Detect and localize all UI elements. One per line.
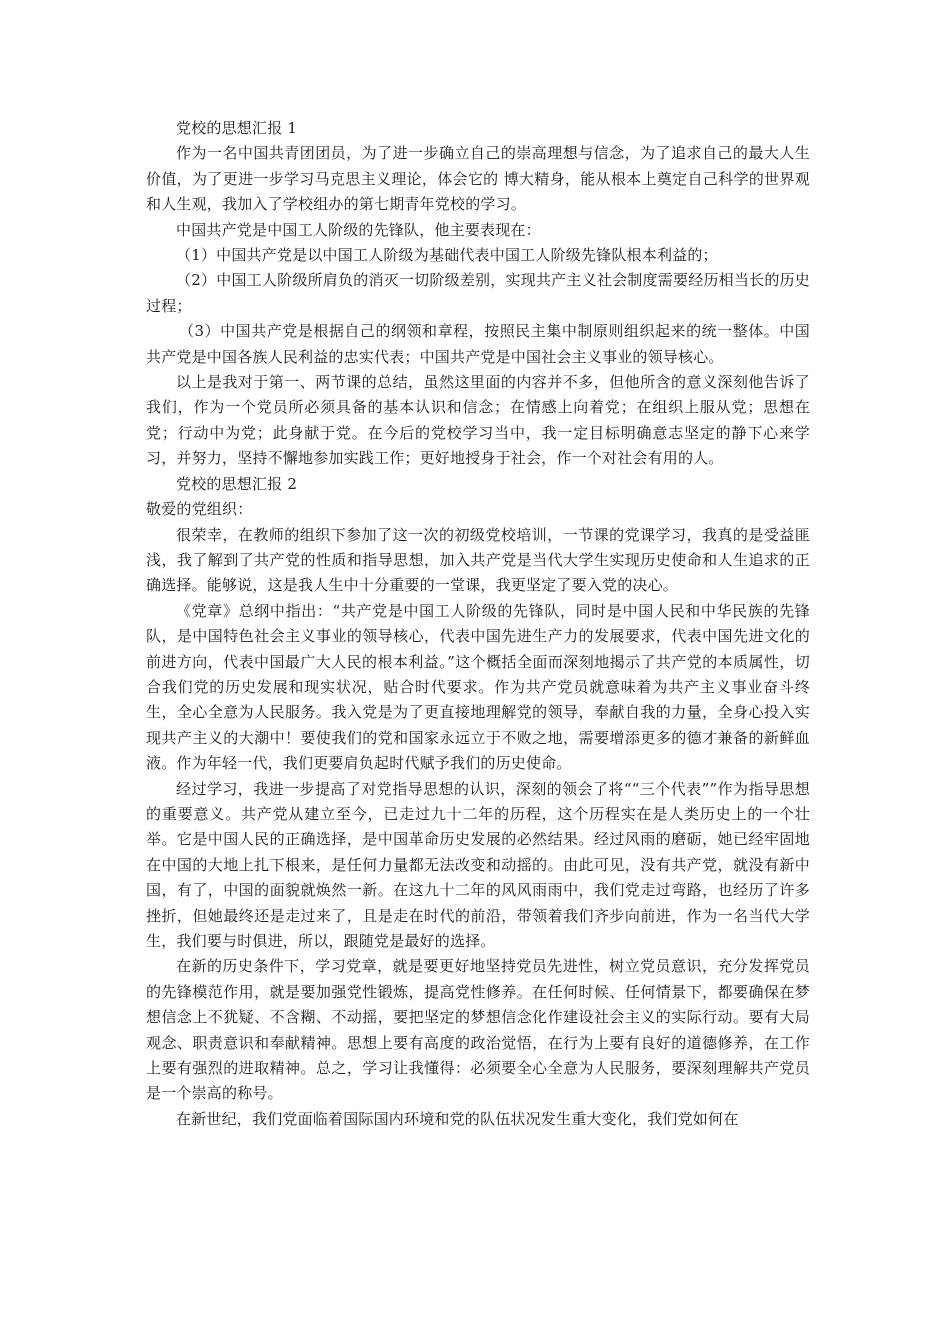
section-title: 党校的思想汇报 2 (176, 474, 298, 493)
section-title: 党校的思想汇报 1 (176, 119, 298, 137)
list-item: （1）中国共产党是以中国工人阶级为基础代表中国工人阶级先锋队根本利益的； (176, 246, 718, 265)
paragraph: 以上是我对于第一、两节课的总结，虽然这里面的内容并不多，但他所含的意义深刻他告诉了我们，作为一个党员所必须具备的基本认识和信念；在情感上向着党；在组织上服从党；思想在党；行动中为党；此身献于党。在今后的党校学习当中，我一定目标明确意志坚定的静下心来学习，并努力，坚持不懈地参加实践工作；更好地授身于社会，作一个对社会有用的人。 (146, 373, 810, 468)
list-item: （2）中国工人阶级所肩负的消灭一切阶级差别，实现共产主义社会制度需要经历相当长的历史过程； (146, 271, 810, 315)
paragraph: 很荣幸，在教师的组织下参加了这一次的初级党校培训，一节课的党课学习，我真的是受益匪浅，我了解到了共产党的性质和指导思想，加入共产党是当代大学生实现历史使命和人生追求的正确选择。能够说，这是我人生中十分重要的一堂课，我更坚定了要入党的决心。 (146, 525, 810, 595)
document-page (146, 116, 810, 1132)
paragraph: 在新世纪，我们党面临着国际国内环境和党的队伍状况发生重大变化，我们党如何在 (176, 1109, 739, 1128)
paragraph: 《党章》总纲中指出：“共产党是中国工人阶级的先锋队，同时是中国人民和中华民族的先锋队，是中国特色社会主义事业的领导核心，代表中国先进生产力的发展要求，代表中国先进文化的前进方向，代表中国最广大人民的根本利益。”这个概括全面而深刻地揭示了共产党的本质属性，切合我们党的历史发展和现实状况，贴合时代要求。作为共产党员就意味着为共产主义事业奋斗终生，全心全意为人民服务。我入党是为了更直接地理解党的领导，奉献自我的力量，全身心投入实现共产主义的大潮中！要使我们的党和国家永远立于不败之地，需要增添更多的德才兼备的新鲜血液。作为年轻一代，我们更要肩负起时代赋予我们的历史使命。 (146, 601, 810, 773)
list-item: （3）中国共产党是根据自己的纲领和章程，按照民主集中制原则组织起来的统一整体。中国共产党是中国各族人民利益的忠实代表；中国共产党是中国社会主义事业的领导核心。 (146, 322, 810, 366)
paragraph: 作为一名中国共青团团员，为了进一步确立自己的崇高理想与信念，为了追求自己的最大人生价值，为了更进一步学习马克思主义理论，体会它的 博大精身，能从根本上奠定自己科学的世界观和人生观，我加入了学校组办的第七期青年党校的学习。 (146, 144, 810, 214)
paragraph: 中国共产党是中国工人阶级的先锋队，他主要表现在： (176, 220, 541, 239)
paragraph: 经过学习，我进一步提高了对党指导思想的认识，深刻的领会了将““三个代表””作为指导思想的重要意义。共产党从建立至今，已走过九十二年的历程，这个历程实在是人类历史上的一个壮举。它是中国人民的正确选择，是中国革命历史发展的必然结果。经过风雨的磨砺，她已经牢固地在中国的大地上扎下根来，是任何力量都无法改变和动摇的。由此可见，没有共产党，就没有新中国，有了，中国的面貌就焕然一新。在这九十二年的风风雨雨中，我们党走过弯路，也经历了许多挫折，但她最终还是走过来了，且是走在时代的前沿，带领着我们齐步向前进，作为一名当代大学生，我们要与时俱进，所以，跟随党是最好的选择。 (146, 779, 810, 950)
paragraph: 在新的历史条件下，学习党章，就是要更好地坚持党员先进性，树立党员意识，充分发挥党员的先锋模范作用，就是要加强党性锻炼，提高党性修养。在任何时候、任何情景下，都要确保在梦想信念上不犹疑、不含糊、不动摇，要把坚定的梦想信念化作建设社会主义的实际行动。要有大局观念、职责意识和奉献精神。思想上要有高度的政治觉悟，在行为上要有良好的道德修养，在工作上要有强烈的进取精神。总之，学习让我懂得：必须要全心全意为人民服务，要深刻理解共产党员是一个崇高的称号。 (146, 957, 810, 1103)
salutation: 敬爱的党组织： (146, 500, 253, 519)
